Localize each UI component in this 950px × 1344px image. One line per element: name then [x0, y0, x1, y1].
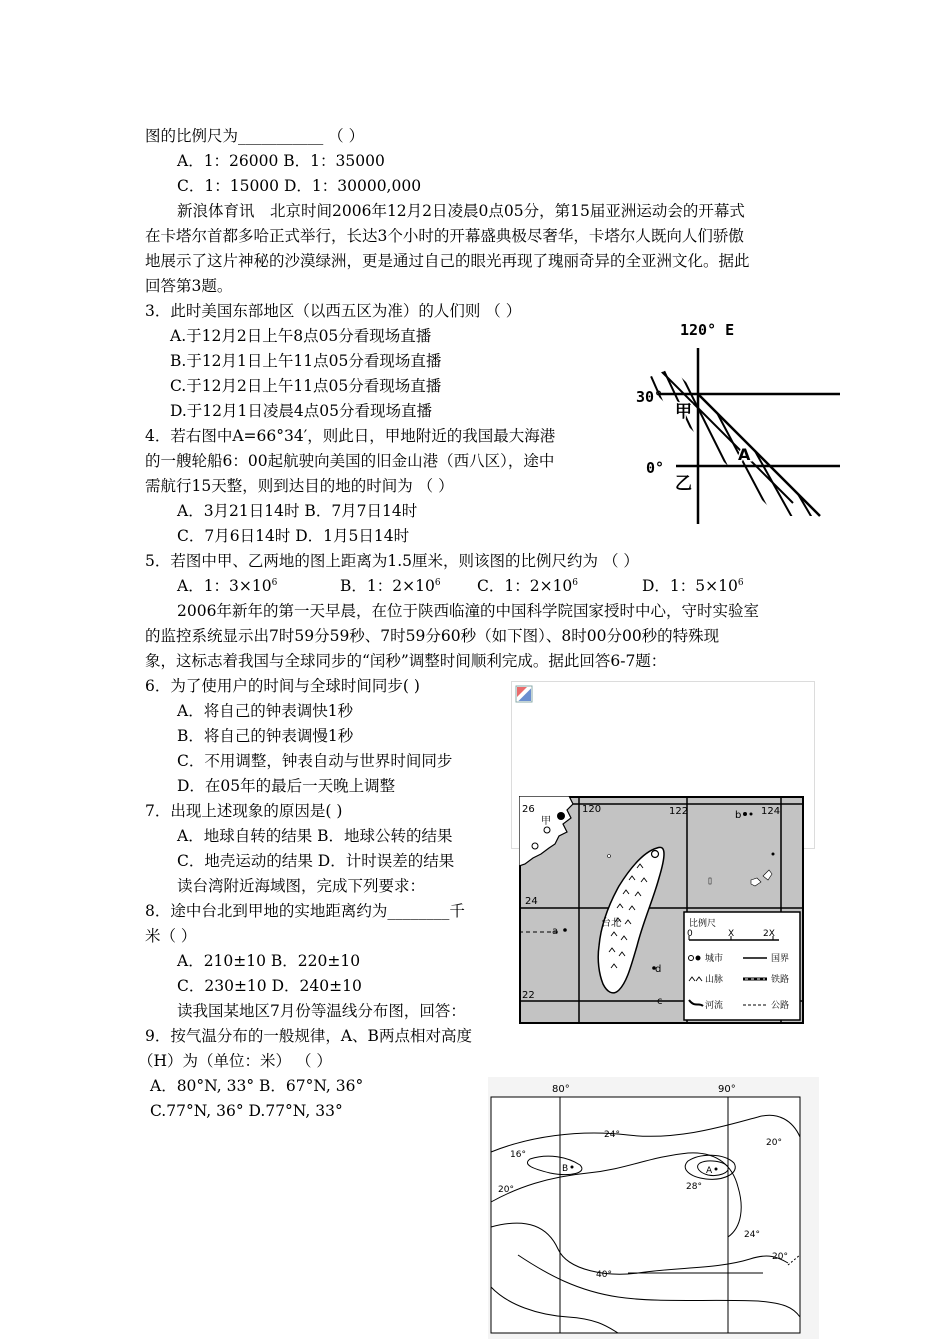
q3-stem: 3．此时美国东部地区（以西五区为准）的人们则 （ ）: [145, 302, 522, 320]
lat30-label: 30°: [636, 388, 664, 406]
q5-option-b: B．1：$2\times 10^6$: [340, 577, 441, 595]
q7-options-ab: A．地球自转的结果 B．地球公转的结果: [177, 827, 453, 845]
angle-a-label: A: [738, 445, 751, 464]
q8-options-cd: C．230±10 D．240±10: [177, 977, 362, 995]
q4-stem-line1: 4．若右图中A=66°34′，则此日，甲地附近的我国最大海港: [145, 427, 556, 445]
q6-stem: 6．为了使用户的时间与全球时间同步( ): [145, 677, 420, 695]
q5-option-a: A．1：$3\times 10^6$: [177, 577, 278, 595]
broken-image-icon: [515, 685, 535, 705]
news-para-line2: 在卡塔尔首都多哈正式举行，长达3个小时的开幕盛典极尽奢华，卡塔尔人既向人们骄傲: [145, 227, 744, 245]
lon-label: 120° E: [680, 321, 735, 339]
jia-label: 甲: [675, 402, 692, 422]
q3-option-c: C.于12月2日上午11点05分看现场直播: [170, 377, 442, 395]
legend-mountain: 山脉: [705, 975, 724, 985]
lat-22: 22: [522, 990, 535, 1001]
q6-option-c: C．不用调整，钟表自动与世界时间同步: [177, 752, 453, 770]
q6-option-d: D．在05年的最后一天晚上调整: [177, 777, 396, 795]
legend-border: 国界: [771, 954, 790, 964]
latitude-diagram: [618, 318, 840, 528]
q2-options-ab: A．1：26000 B．1：35000: [177, 152, 385, 170]
lon-122: 122: [669, 806, 689, 817]
q4-options-ab: A．3月21日14时 B．7月7日14时: [177, 502, 418, 520]
isotherm-intro: 读我国某地区7月份等温线分布图，回答：: [177, 1002, 466, 1020]
q7-stem: 7．出现上述现象的原因是( ): [145, 802, 343, 820]
q8-stem-line2: 米（ ）: [145, 927, 197, 945]
isotherm-map: [488, 1077, 819, 1339]
hatch-area: [618, 343, 818, 528]
taipei-marker: [652, 851, 659, 858]
q7-options-cd: C．地壳运动的结果 D．计时误差的结果: [177, 852, 455, 870]
point-c: c: [657, 996, 663, 1007]
q4-options-cd: C．7月6日14时 D．1月5日14时: [177, 527, 410, 545]
q9-options-ab: A．80°N, 33° B．67°N, 36°: [150, 1077, 364, 1095]
iso-label-20-top: 20°: [766, 1138, 782, 1148]
point-A: A: [706, 1166, 713, 1176]
point-b: b: [735, 810, 742, 821]
terminator-line: [698, 394, 820, 516]
scale-x: X: [728, 929, 735, 939]
q9-options-cd: C.77°N, 36° D.77°N, 33°: [150, 1102, 343, 1120]
legend-city: 城市: [705, 954, 724, 964]
q8-stem-line1: 8．途中台北到甲地的实地距离约为________千: [145, 902, 465, 920]
scale-0: 0: [687, 929, 693, 939]
news-para-line3: 地展示了这片神秘的沙漠绿洲，更是通过自己的眼光再现了瑰丽奇异的全亚洲文化。据此: [145, 252, 750, 270]
taiwan-map: [519, 796, 804, 1024]
leap-para-line1: 2006年新年的第一天早晨，在位于陕西临潼的中国科学院国家授时中心，守时实验室: [177, 602, 759, 620]
q2-options-cd: C．1：15000 D．1：30000,000: [177, 177, 422, 195]
q5-option-c: C．1：$2\times 10^6$: [477, 577, 579, 595]
iso-label-24-right: 24°: [744, 1230, 760, 1240]
q8-options-ab: A．210±10 B．220±10: [177, 952, 361, 970]
news-para-line1: 新浪体育讯 北京时间2006年12月2日凌晨0点05分，第15届亚洲运动会的开幕式: [177, 202, 745, 220]
leap-para-line3: 象，这标志着我国与全球同步的“闰秒”调整时间顺利完成。据此回答6-7题：: [145, 652, 667, 670]
q9-stem-line1: 9．按气温分布的一般规律，A、B两点相对高度: [145, 1027, 472, 1045]
news-para-line4: 回答第3题。: [145, 277, 233, 295]
q6-option-b: B．将自己的钟表调慢1秒: [177, 727, 354, 745]
lat-26: 26: [522, 804, 535, 815]
q3-option-a: A.于12月2日上午8点05分看现场直播: [170, 327, 432, 345]
leap-para-line2: 的监控系统显示出7时59分59秒、7时59分60秒（如下图）、8时00分00秒的特殊现: [145, 627, 720, 645]
iso-label-24-top: 24°: [604, 1130, 620, 1140]
legend-rail: 铁路: [771, 975, 790, 985]
taiwan-map-svg: [519, 796, 804, 1024]
q3-option-d: D.于12月1日凌晨4点05分看现场直播: [170, 402, 432, 420]
point-a: a: [552, 926, 559, 937]
latitude-diagram-svg: [618, 318, 840, 528]
isotherm-map-svg: [488, 1077, 819, 1339]
iso-label-16: 16°: [510, 1150, 526, 1160]
point-d: d: [655, 964, 662, 975]
point-B: B: [562, 1164, 569, 1174]
iso-label-28: 28°: [686, 1182, 702, 1192]
scale-2x: 2X: [763, 929, 775, 939]
yi-label: 乙: [675, 474, 692, 494]
q4-stem-line2: 的一艘轮船6：00起航驶向美国的旧金山港（西八区），途中: [145, 452, 555, 470]
iso-label-20-left: 20°: [498, 1185, 514, 1195]
lat0-label: 0°: [646, 459, 665, 477]
taiwan-intro: 读台湾附近海域图，完成下列要求：: [177, 877, 426, 895]
q4-stem-line3: 需航行15天整，则到达目的地的时间为 （ ）: [145, 477, 454, 495]
q5-stem: 5．若图中甲、乙两地的图上距离为1.5厘米，则该图的比例尺约为 （ ）: [145, 552, 639, 570]
q2-stem-tail: 图的比例尺为___________ （ ）: [145, 127, 365, 145]
q6-option-a: A．将自己的钟表调快1秒: [177, 702, 354, 720]
lon-124: 124: [761, 806, 781, 817]
legend-road: 公路: [771, 1001, 790, 1011]
q9-stem-line2: （H）为（单位：米） （ ）: [138, 1052, 332, 1070]
q5-option-d: D．1：$5\times 10^6$: [642, 577, 744, 595]
map-legend: [684, 912, 800, 1020]
iso-label-20-right: 20°: [772, 1252, 788, 1262]
legend-title: 比例尺: [689, 919, 717, 929]
lon-80: 80°: [552, 1084, 570, 1095]
jia-label: 甲: [541, 816, 551, 827]
lon-120: 120: [582, 804, 602, 815]
iso-label-40: 40°: [596, 1270, 612, 1280]
lat-24: 24: [525, 896, 538, 907]
taipei-label: 台北: [601, 918, 621, 929]
q3-option-b: B.于12月1日上午11点05分看现场直播: [170, 352, 442, 370]
lon-90: 90°: [718, 1084, 736, 1095]
legend-river: 河流: [705, 1001, 724, 1011]
